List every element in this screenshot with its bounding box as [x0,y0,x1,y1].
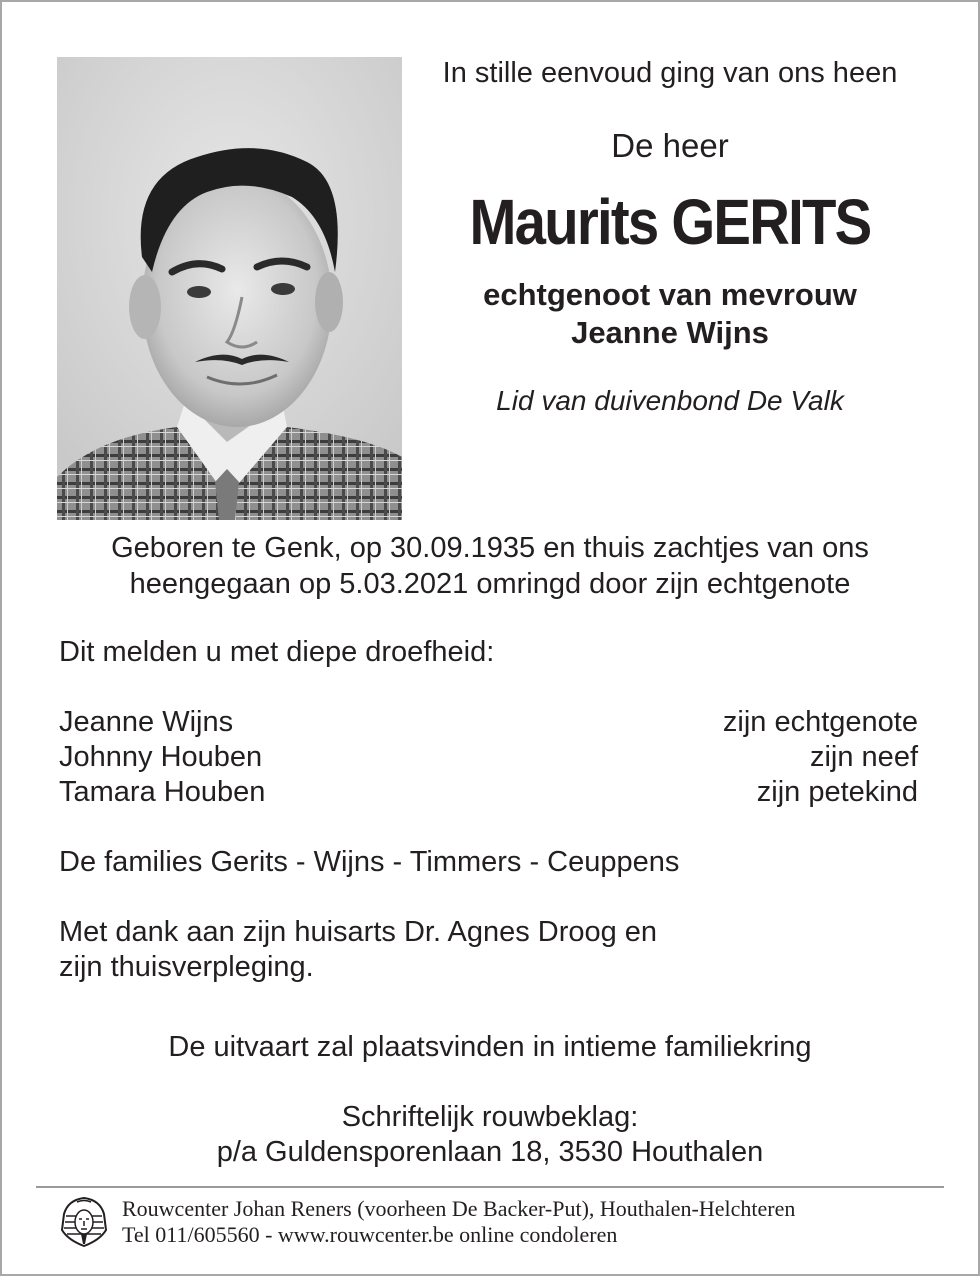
spouse-line-2: Jeanne Wijns [571,315,769,350]
footer-line-1: Rouwcenter Johan Reners (voorheen De Backer-Put), Houthalen-Helchteren [122,1196,796,1221]
relative-name: Johnny Houben [59,741,263,773]
footer-divider [36,1186,944,1188]
intro-text: In stille eenvoud ging van ons heen [442,57,898,89]
honorific: De heer [611,127,729,164]
relative-name: Jeanne Wijns [59,706,234,738]
condolence-address [40,1100,940,1170]
relative-relation: zijn neef [809,741,918,773]
list-item [59,775,918,810]
announcement-text: Dit melden u met diepe droefheid: [59,636,495,668]
thanks-text [59,915,759,985]
portrait-photo [57,57,402,520]
relative-name: Tamara Houben [59,776,266,808]
relative-relation: zijn echtgenote [722,706,918,738]
thanks-line-1: Met dank aan zijn huisarts Dr. Agnes Droog en [59,916,658,948]
footer-line-2: Tel 011/605560 - www.rouwcenter.be online condoleren [122,1222,618,1247]
birth-line-1: Geboren te Genk, op 30.09.1935 en thuis zachtjes van ons [111,532,869,564]
spouse-line-1: echtgenoot van mevrouw [483,277,857,312]
relatives-list [59,705,918,810]
funeral-home-info [122,1196,795,1248]
deceased-name: Maurits GERITS [469,186,871,258]
relative-relation: zijn petekind [756,776,918,808]
pharaoh-logo-icon [60,1196,108,1248]
birth-death-text [40,530,940,602]
thanks-line-2: zijn thuisverpleging. [59,951,314,983]
list-item [59,705,918,740]
membership-text: Lid van duivenbond De Valk [496,385,844,416]
condolence-line-2: p/a Guldensporenlaan 18, 3530 Houthalen [216,1136,764,1168]
families-text: De families Gerits - Wijns - Timmers - Ceuppens [59,846,680,878]
list-item [59,740,918,775]
funeral-text: De uitvaart zal plaatsvinden in intieme familiekring [168,1031,812,1063]
birth-line-2: heengegaan op 5.03.2021 omringd door zijn echtgenote [129,568,851,600]
heading-column [420,50,920,418]
condolence-line-1: Schriftelijk rouwbeklag: [341,1101,639,1133]
